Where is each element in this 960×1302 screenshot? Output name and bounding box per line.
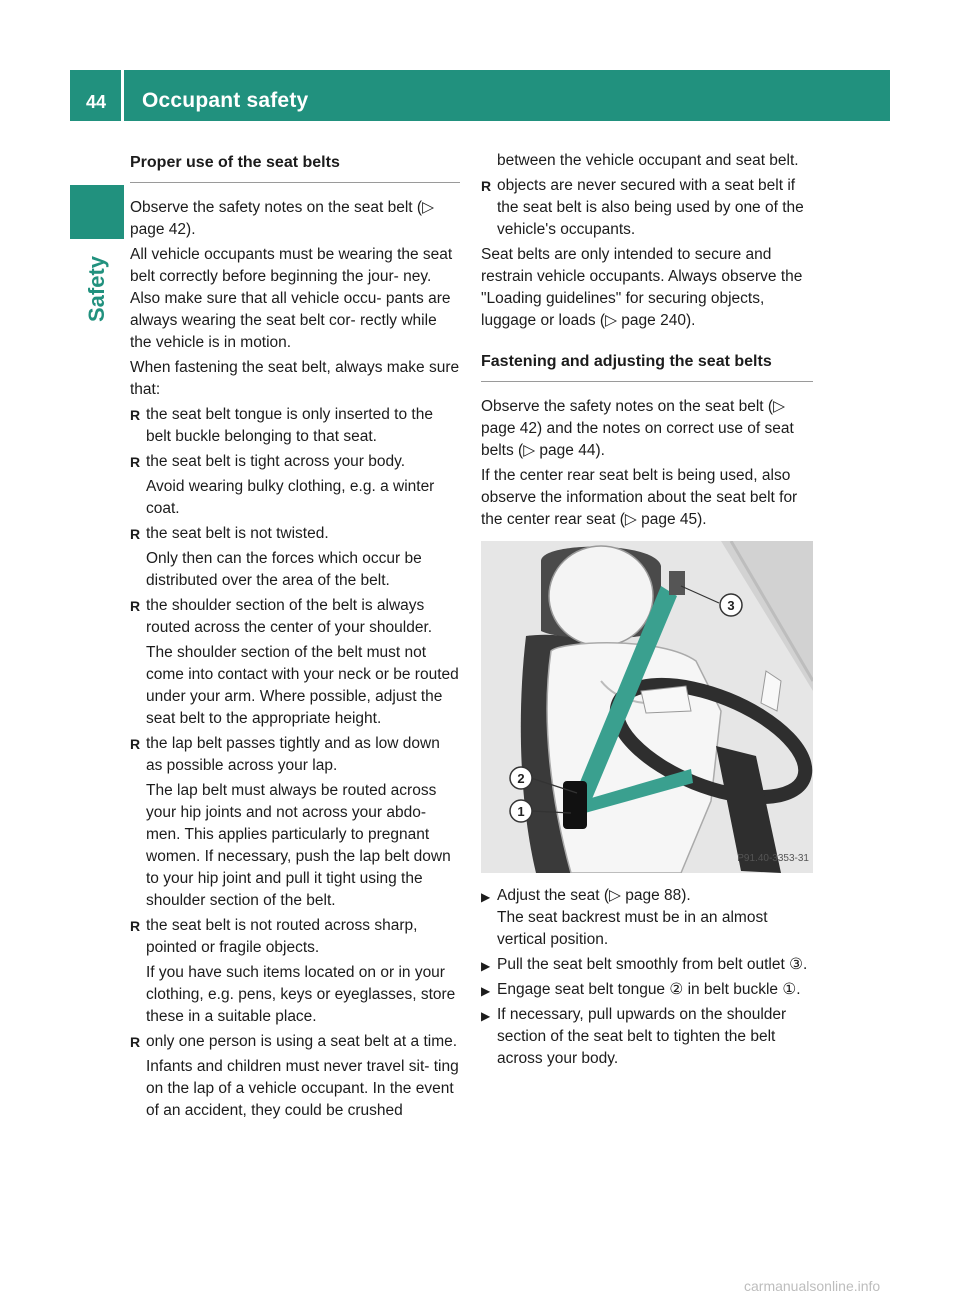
left-column [130, 150, 460, 1125]
step-text: Pull the seat belt smoothly from belt outlet ③. [497, 956, 808, 973]
bullet-text: the lap belt passes tightly and as low down as possible across your lap. [146, 735, 440, 774]
bullet-subtext: The lap belt must always be routed across your hip joints and not across your abdo- men. This applies particularly to pregnant women. If necessary, push the lap belt down to your hip joint and pull it tight using the shoulder section of the belt. [146, 782, 451, 909]
bullet-item [130, 1031, 460, 1122]
page-number-box [70, 70, 124, 121]
paragraph: When fastening the seat belt, always make sure that: [130, 359, 460, 398]
seat-belt-illustration [481, 541, 813, 873]
svg-text:2: 2 [517, 771, 525, 786]
seat-belt-drawing [481, 541, 813, 873]
bullet-text: the seat belt is not routed across sharp, pointed or fragile objects. [146, 917, 418, 956]
bullet-marker: R [130, 1034, 141, 1050]
step-arrow-icon: ▶ [481, 1009, 491, 1023]
bullet-item [481, 175, 813, 241]
step-arrow-icon: ▶ [481, 890, 491, 904]
instruction-step [481, 1004, 813, 1070]
bullet-item [130, 523, 460, 592]
bullet-marker: R [130, 736, 141, 752]
bullet-marker: R [130, 407, 141, 423]
figure-code: P91.40-3353-31 [737, 853, 809, 864]
step-subtext: The seat backrest must be in an almost vertical position. [497, 909, 768, 948]
section-heading-proper-use: Proper use of the seat belts [130, 152, 460, 183]
bullet-marker: R [130, 598, 141, 614]
bullet-subtext: Infants and children must never travel sit- ting on the lap of a vehicle occupant. In the event of an accident, they could be crushed [146, 1058, 459, 1119]
side-tab-block [70, 185, 124, 239]
bullet-subtext: The shoulder section of the belt must not come into contact with your neck or be routed under your arm. Where possible, adjust the seat belt to the appropriate height. [146, 644, 459, 727]
bullet-item [130, 451, 460, 520]
instruction-step [481, 979, 813, 1001]
bullet-item [130, 404, 460, 448]
bullet-item [130, 915, 460, 1028]
page-header [70, 70, 890, 121]
svg-text:1: 1 [517, 804, 525, 819]
bullet-text: the shoulder section of the belt is always routed across the center of your shoulder. [146, 597, 433, 636]
paragraph: Observe the safety notes on the seat belt (▷ page 42) and the notes on correct use of seat belts (▷ page 44). [481, 398, 794, 459]
bullet-item [130, 595, 460, 730]
paragraph: All vehicle occupants must be wearing the seat belt correctly before beginning the jour- ney. Also make sure that all vehicle occu- pants are always wearing the seat belt cor- rectly while the vehicle is in motion. [130, 246, 453, 351]
svg-text:3: 3 [727, 598, 735, 613]
instruction-step [481, 954, 813, 976]
instruction-step [481, 885, 813, 951]
bullet-marker: R [130, 526, 141, 542]
paragraph: Seat belts are only intended to secure and restrain vehicle occupants. Always observe the "Loading guidelines" for securing objects, luggage or loads (▷ page 240). [481, 246, 803, 329]
step-arrow-icon: ▶ [481, 984, 491, 998]
step-text: Adjust the seat (▷ page 88). [497, 887, 691, 904]
side-tab-label: Safety [84, 255, 109, 322]
paragraph: Observe the safety notes on the seat belt (▷ page 42). [130, 199, 435, 238]
chapter-title: Occupant safety [142, 89, 309, 112]
bullet-subtext: If you have such items located on or in your clothing, e.g. pens, keys or eyeglasses, store these in a suitable place. [146, 964, 456, 1025]
bullet-text: the seat belt tongue is only inserted to the belt buckle belonging to that seat. [146, 406, 433, 445]
bullet-marker: R [481, 178, 492, 194]
bullet-subtext: Avoid wearing bulky clothing, e.g. a winter coat. [146, 478, 435, 517]
bullet-item [130, 733, 460, 912]
footer-watermark: carmanualsonline.info [744, 1278, 881, 1294]
bullet-subtext: Only then can the forces which occur be distributed over the area of the belt. [146, 550, 422, 589]
bullet-text: objects are never secured with a seat belt if the seat belt is also being used by one of the vehicle's occupants. [497, 177, 804, 238]
page-number: 44 [86, 92, 107, 112]
bullet-marker: R [130, 918, 141, 934]
paragraph: If the center rear seat belt is being used, also observe the information about the seat belt for the center rear seat (▷ page 45). [481, 467, 798, 528]
bullet-text: the seat belt is tight across your body. [146, 453, 406, 470]
bullet-text: the seat belt is not twisted. [146, 525, 329, 542]
right-column [481, 150, 813, 1073]
bullet-text: only one person is using a seat belt at a time. [146, 1033, 458, 1050]
step-text: If necessary, pull upwards on the shoulder section of the seat belt to tighten the belt across your body. [497, 1006, 787, 1067]
bullet-marker: R [130, 454, 141, 470]
bullet-continuation: between the vehicle occupant and seat belt. [497, 152, 799, 169]
step-text: Engage seat belt tongue ② in belt buckle ①. [497, 981, 801, 998]
section-heading-fastening: Fastening and adjusting the seat belts [481, 351, 813, 382]
step-arrow-icon: ▶ [481, 959, 491, 973]
